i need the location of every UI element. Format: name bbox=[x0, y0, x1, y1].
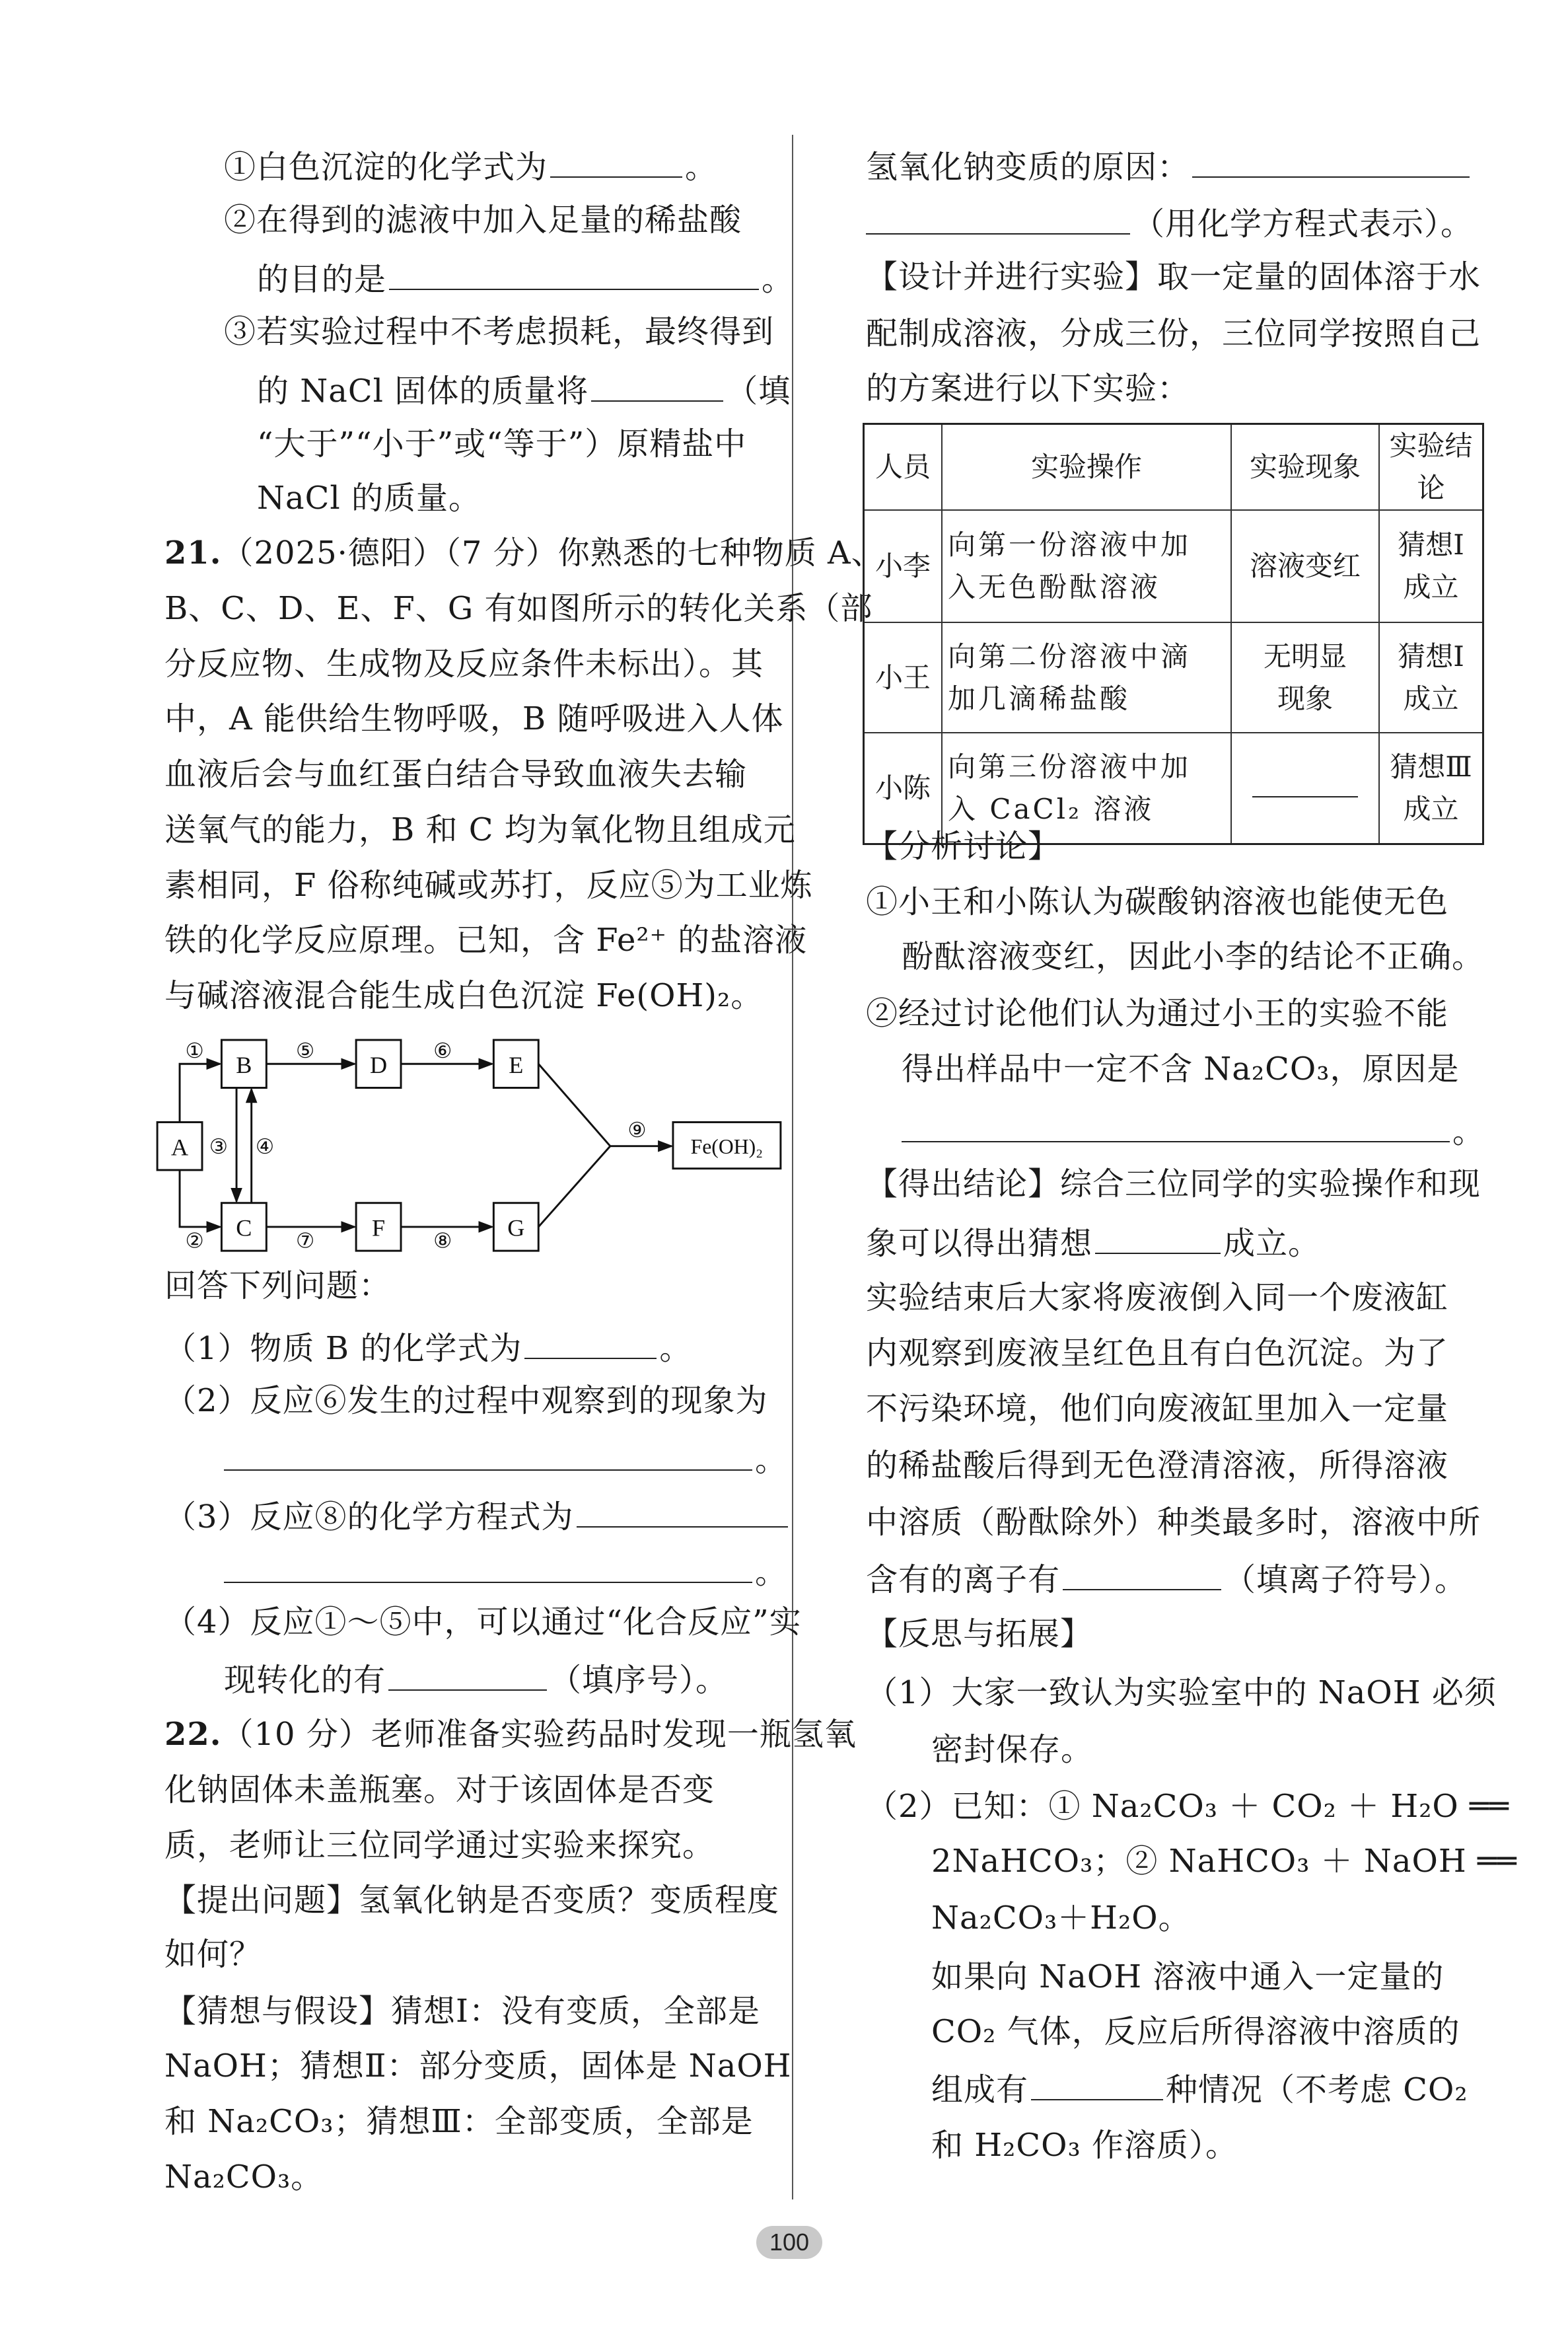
q21-line6: 送氧气的能力，B 和 C 均为氧化物且组成元 bbox=[164, 811, 796, 848]
page-number: 100 bbox=[756, 2226, 822, 2259]
reflection-1-cont: 密封保存。 bbox=[931, 1731, 1094, 1768]
q20-sub2-cont bbox=[257, 249, 794, 305]
analysis-2-answer bbox=[902, 1101, 1485, 1158]
reaction-label-1: ① bbox=[185, 1039, 204, 1063]
text: 。 bbox=[755, 1442, 788, 1479]
q21-part3 bbox=[164, 1487, 791, 1543]
q22-cause bbox=[866, 137, 1472, 193]
q21-part2: （2）反应⑥发生的过程中观察到的现象为 bbox=[164, 1382, 768, 1419]
q22-design2: 配制成溶液，分成三份，三位同学按照自己 bbox=[866, 315, 1481, 352]
answer-blank[interactable] bbox=[1252, 770, 1358, 797]
answer-blank[interactable] bbox=[1095, 1213, 1221, 1254]
node-b: B bbox=[236, 1051, 252, 1078]
q22-line9: Na₂CO₃。 bbox=[164, 2159, 324, 2196]
q20-sub3: ③若实验过程中不考虑损耗，最终得到 bbox=[224, 313, 775, 350]
q20-sub3-cont bbox=[257, 361, 791, 417]
text: 含有的离子有 bbox=[866, 1561, 1061, 1598]
arrow-2 bbox=[180, 1170, 220, 1227]
cell-person: 小李 bbox=[864, 510, 943, 622]
waste-6 bbox=[866, 1549, 1467, 1605]
cell-conclusion bbox=[1379, 733, 1483, 844]
conversion-diagram bbox=[145, 1017, 793, 1255]
cell-phenomenon bbox=[1231, 622, 1379, 733]
reaction-label-8: ⑧ bbox=[433, 1229, 452, 1253]
q20-sub2: ②在得到的滤液中加入足量的稀盐酸 bbox=[224, 202, 742, 239]
text: 象可以得出猜想 bbox=[866, 1225, 1093, 1262]
q21-line5: 血液后会与血红蛋白结合导致血液失去输 bbox=[164, 756, 748, 793]
q21-part3-answer bbox=[221, 1542, 787, 1598]
node-e: E bbox=[509, 1051, 524, 1078]
q21-prompt: 回答下列问题： bbox=[164, 1267, 392, 1304]
waste-3: 不污染环境，他们向废液缸里加入一定量 bbox=[866, 1390, 1449, 1427]
text: （3）反应⑧的化学方程式为 bbox=[164, 1498, 574, 1535]
reflection-2-q1: 如果向 NaOH 溶液中通入一定量的 bbox=[931, 1958, 1444, 1995]
answer-blank[interactable] bbox=[1192, 137, 1470, 178]
answer-blank[interactable] bbox=[224, 1430, 752, 1471]
q21-line9: 与碱溶液混合能生成白色沉淀 Fe(OH)₂。 bbox=[164, 977, 764, 1014]
experiment-table bbox=[863, 423, 1484, 845]
text: 加几滴稀盐酸 bbox=[948, 682, 1131, 715]
q21-part4: （4）反应①～⑤中，可以通过“化合反应”实 bbox=[164, 1604, 802, 1641]
q21-part4-cont bbox=[224, 1650, 728, 1706]
cell-conclusion bbox=[1379, 622, 1483, 733]
q22-line2: 化钠固体未盖瓶塞。对于该固体是否变 bbox=[164, 1771, 715, 1808]
text: （填离子符号）。 bbox=[1224, 1561, 1468, 1598]
answer-blank[interactable] bbox=[1031, 2059, 1163, 2100]
text: 向第一份溶液中加 bbox=[948, 529, 1192, 561]
cell-phenomenon bbox=[1231, 733, 1379, 844]
q21-line2: B、C、D、E、F、G 有如图所示的转化关系（部 bbox=[164, 590, 873, 627]
text: 的目的是 bbox=[257, 261, 387, 298]
q22-line7: NaOH；猜想Ⅱ：部分变质，固体是 NaOH bbox=[164, 2048, 792, 2085]
text: （填 bbox=[726, 373, 791, 410]
q21-line8: 铁的化学反应原理。已知，含 Fe²⁺ 的盐溶液 bbox=[164, 922, 808, 959]
answer-blank[interactable] bbox=[224, 1542, 752, 1583]
q22-line4: 【提出问题】氢氧化钠是否变质？变质程度 bbox=[164, 1882, 780, 1919]
waste-1: 实验结束后大家将废液倒入同一个废液缸 bbox=[866, 1279, 1449, 1316]
analysis-heading: 【分析讨论】 bbox=[866, 828, 1061, 865]
q21-line7: 素相同，F 俗称纯碱或苏打，反应⑤为工业炼 bbox=[164, 867, 813, 904]
q20-sub1 bbox=[224, 137, 717, 193]
reaction-label-5: ⑤ bbox=[295, 1039, 315, 1063]
analysis-2-cont: 得出样品中一定不含 Na₂CO₃，原因是 bbox=[902, 1051, 1460, 1088]
text: 。 bbox=[755, 1554, 788, 1591]
node-f: F bbox=[372, 1214, 386, 1241]
text: 现转化的有 bbox=[224, 1662, 386, 1699]
arrow-9 bbox=[538, 1064, 671, 1227]
text: 现象 bbox=[1277, 682, 1333, 715]
text: （用化学方程式表示）。 bbox=[1133, 205, 1474, 242]
answer-blank[interactable] bbox=[577, 1487, 788, 1528]
reaction-label-9: ⑨ bbox=[627, 1119, 647, 1142]
answer-blank[interactable] bbox=[524, 1318, 657, 1359]
q22-line5: 如何？ bbox=[164, 1936, 262, 1973]
q21-part2-answer bbox=[221, 1430, 787, 1486]
analysis-2: ②经过讨论他们认为通过小王的实验不能 bbox=[866, 995, 1449, 1032]
text: 成立 bbox=[1403, 792, 1459, 825]
text: 向第二份溶液中滴 bbox=[948, 640, 1192, 673]
arrow-1 bbox=[180, 1064, 220, 1122]
text: 入 CaCl₂ 溶液 bbox=[948, 792, 1155, 825]
cell-person: 小陈 bbox=[864, 733, 943, 844]
header-phenomenon: 实验现象 bbox=[1231, 424, 1379, 511]
reflection-2-q2: CO₂ 气体，反应后所得溶液中溶质的 bbox=[931, 2013, 1460, 2050]
reflection-2-eq: 2NaHCO₃；② NaHCO₃ ＋ NaOH ══ bbox=[931, 1843, 1517, 1880]
reaction-label-4: ④ bbox=[255, 1135, 275, 1159]
cell-operation bbox=[942, 622, 1231, 733]
reflection-2-q4: 和 H₂CO₃ 作溶质）。 bbox=[931, 2127, 1238, 2164]
text: 向第三份溶液中加 bbox=[948, 750, 1192, 783]
q22-line1 bbox=[164, 1707, 857, 1763]
text: 成立 bbox=[1403, 682, 1459, 715]
waste-5: 中溶质（酚酞除外）种类最多时，溶液中所 bbox=[866, 1504, 1481, 1541]
table-row bbox=[864, 510, 1483, 622]
q21-part1 bbox=[164, 1318, 692, 1374]
q20-sub3-cont2: “大于”“小于”或“等于”）原精盐中 bbox=[257, 425, 747, 462]
q21-line4: 中，A 能供给生物呼吸，B 随呼吸进入人体 bbox=[164, 700, 784, 737]
text: 入无色酚酞溶液 bbox=[948, 571, 1161, 603]
q22-line3: 质，老师让三位同学通过实验来探究。 bbox=[164, 1827, 715, 1864]
header-person: 人员 bbox=[864, 424, 943, 511]
cell-conclusion bbox=[1379, 510, 1483, 622]
text: 氢氧化钠变质的原因： bbox=[866, 149, 1190, 186]
text: 种情况（不考虑 CO₂ bbox=[1166, 2071, 1468, 2108]
cell-phenomenon: 溶液变红 bbox=[1231, 510, 1379, 622]
node-product: Fe(OH)₂ bbox=[690, 1135, 764, 1159]
q22-line8: 和 Na₂CO₃；猜想Ⅲ：全部变质，全部是 bbox=[164, 2103, 754, 2140]
answer-blank[interactable] bbox=[389, 249, 759, 290]
reflection-1: （1）大家一致认为实验室中的 NaOH 必须 bbox=[866, 1674, 1497, 1711]
q22-design3: 的方案进行以下实验： bbox=[866, 370, 1190, 407]
header-conclusion: 实验结论 bbox=[1379, 424, 1483, 511]
text: 猜想Ⅰ bbox=[1398, 640, 1464, 673]
reflection-heading: 【反思与拓展】 bbox=[866, 1615, 1093, 1652]
answer-blank[interactable] bbox=[902, 1101, 1450, 1142]
cell-operation bbox=[942, 510, 1231, 622]
answer-blank[interactable] bbox=[388, 1650, 547, 1691]
text: （2025·德阳）（7 分）你熟悉的七种物质 A、 bbox=[221, 535, 884, 572]
waste-2: 内观察到废液呈红色且有白色沉淀。为了 bbox=[866, 1335, 1449, 1372]
answer-blank[interactable] bbox=[591, 361, 723, 402]
text: 无明显 bbox=[1263, 640, 1347, 673]
node-c: C bbox=[236, 1214, 252, 1241]
analysis-1-cont: 酚酞溶液变红，因此小李的结论不正确。 bbox=[902, 938, 1485, 975]
q22-design1: 【设计并进行实验】取一定量的固体溶于水 bbox=[866, 258, 1481, 295]
table-header bbox=[864, 424, 1483, 511]
text: 猜想Ⅲ bbox=[1390, 750, 1472, 783]
reflection-2-q3 bbox=[931, 2059, 1468, 2116]
text: 。 bbox=[659, 1330, 692, 1367]
text: 。 bbox=[762, 261, 795, 298]
text: （1）物质 B 的化学式为 bbox=[164, 1330, 522, 1367]
reflection-2-eq2: Na₂CO₃＋H₂O。 bbox=[931, 1900, 1191, 1937]
question-number: 22. bbox=[164, 1716, 222, 1753]
node-d: D bbox=[369, 1051, 388, 1078]
analysis-1: ①小王和小陈认为碳酸钠溶液也能使无色 bbox=[866, 883, 1449, 920]
conclusion-2 bbox=[866, 1213, 1320, 1269]
text: （10 分）老师准备实验药品时发现一瓶氢氧 bbox=[221, 1716, 857, 1753]
node-a: A bbox=[170, 1134, 189, 1161]
text: 的 NaCl 固体的质量将 bbox=[257, 373, 589, 410]
answer-blank[interactable] bbox=[866, 194, 1130, 235]
q21-line3: 分反应物、生成物及反应条件未标出）。其 bbox=[164, 646, 764, 683]
answer-blank[interactable] bbox=[550, 137, 682, 178]
node-g: G bbox=[507, 1214, 525, 1241]
text: ①白色沉淀的化学式为 bbox=[224, 149, 548, 186]
header-operation: 实验操作 bbox=[942, 424, 1231, 511]
text: 成立 bbox=[1403, 571, 1459, 603]
text: 组成有 bbox=[931, 2071, 1029, 2108]
q21-line1 bbox=[164, 525, 884, 581]
reflection-2: （2）已知：① Na₂CO₃ ＋ CO₂ ＋ H₂O ══ bbox=[866, 1788, 1509, 1825]
reaction-label-7: ⑦ bbox=[295, 1229, 315, 1253]
cell-person: 小王 bbox=[864, 622, 943, 733]
q20-sub3-cont3: NaCl 的质量。 bbox=[257, 480, 481, 517]
reaction-label-6: ⑥ bbox=[433, 1039, 452, 1063]
conclusion-1: 【得出结论】综合三位同学的实验操作和现 bbox=[866, 1165, 1481, 1202]
q22-line6: 【猜想与假设】猜想Ⅰ：没有变质，全部是 bbox=[164, 1993, 760, 2030]
question-number: 21. bbox=[164, 535, 222, 572]
text: 。 bbox=[1452, 1113, 1485, 1150]
text: 。 bbox=[685, 149, 718, 186]
waste-4: 的稀盐酸后得到无色澄清溶液，所得溶液 bbox=[866, 1447, 1449, 1484]
table-row bbox=[864, 622, 1483, 733]
reaction-label-2: ② bbox=[185, 1229, 204, 1253]
text: 猜想Ⅰ bbox=[1398, 529, 1464, 561]
q22-cause-cont bbox=[866, 194, 1473, 250]
text: （填序号）。 bbox=[550, 1662, 729, 1699]
answer-blank[interactable] bbox=[1063, 1549, 1221, 1590]
reaction-label-3: ③ bbox=[209, 1135, 229, 1159]
text: 成立。 bbox=[1223, 1225, 1321, 1262]
